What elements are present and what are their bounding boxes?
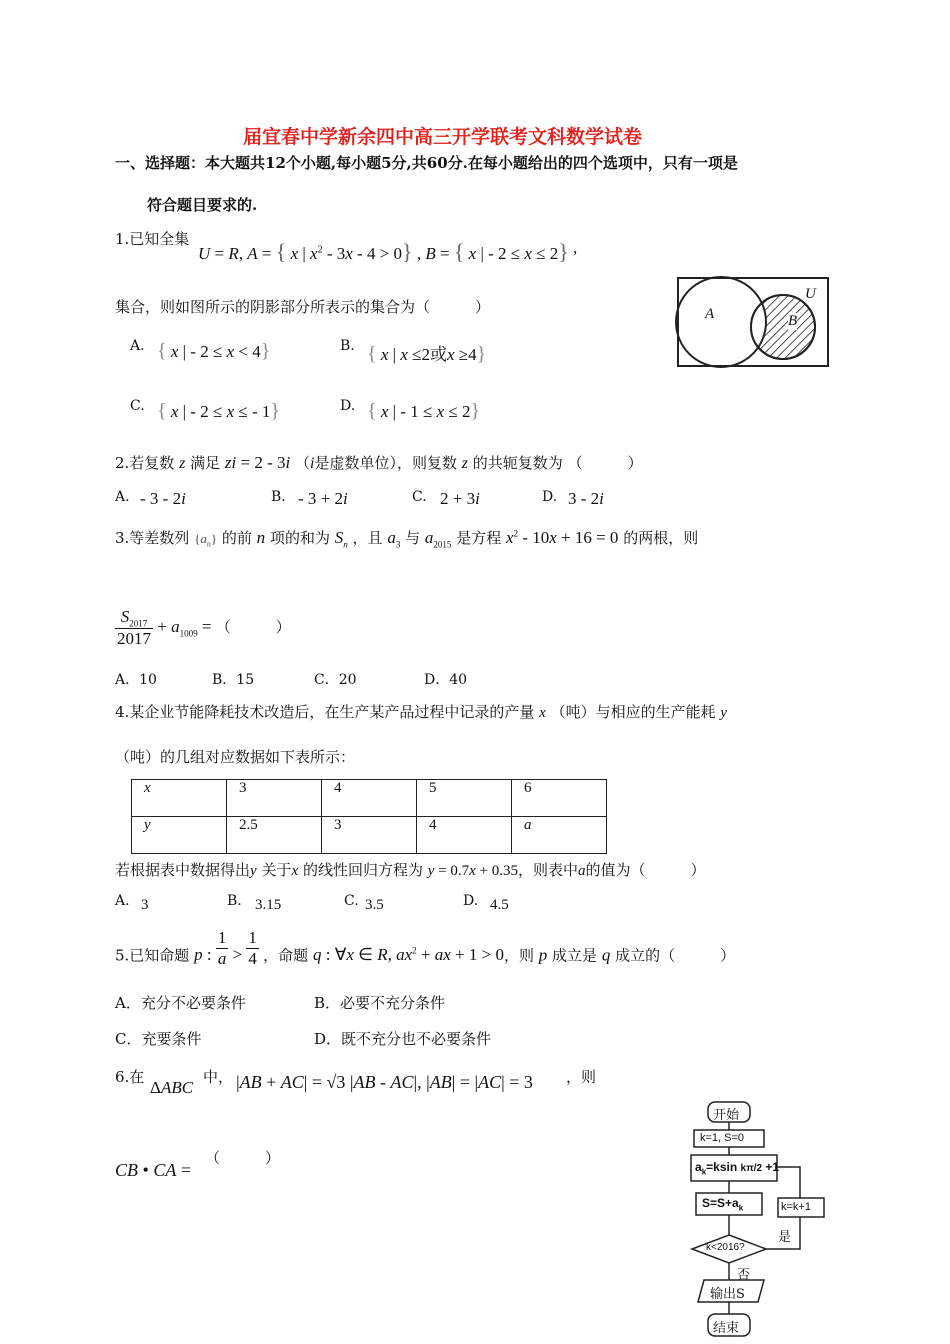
- q1-option-a-label: A.: [130, 338, 145, 354]
- q2-text-e: 的共轭复数为 （ ）: [472, 454, 643, 472]
- table-cell: 3: [227, 780, 322, 817]
- q1-option-c: { x | - 2 ≤ x ≤ - 1}: [157, 400, 280, 422]
- q4-question: 若根据表中数据得出y 关于x 的线性回归方程为 y = 0.7x + 0.35，则表中a的值为（ ）: [115, 861, 706, 879]
- q6-condition: |AB + AC| = √3 |AB - AC|, |AB| = |AC| = 3: [236, 1072, 533, 1092]
- q4-text-c: 的线性回归方程为: [302, 861, 423, 879]
- q2-option-c-label: C.: [412, 489, 427, 505]
- q5-option-d: D．既不充分也不必要条件: [314, 1030, 492, 1048]
- q4-text-b: 关于: [261, 861, 292, 879]
- flow-start: 开始: [713, 1108, 740, 1123]
- page-title: 届宜春中学新余四中高三开学联考文科数学试卷: [243, 126, 643, 148]
- venn-label-a: A: [705, 306, 715, 322]
- q5-line: 5.已知命题 p : $\frac{1}{a}$ > $\frac{1}{4}$ ，命题 q : ∀x ∈ R, $ax^2$ + ax + 1 > 0，则 p 成立是 q 成立的（ ）: [115, 928, 736, 968]
- q3-option-a: A．10: [115, 672, 157, 688]
- q4-data-table: [131, 779, 607, 854]
- q2-option-a: - 3 - 2i: [140, 489, 186, 508]
- q4-line1-a: 4.某企业节能降耗技术改造后，在生产某产品过程中记录的产量: [115, 703, 535, 721]
- q4-option-d-label: D.: [463, 893, 479, 909]
- q1-option-d-label: D.: [340, 398, 356, 414]
- flow-output: 输出S: [710, 1287, 745, 1302]
- table-cell: 4: [322, 780, 417, 817]
- q3-text-g: 的两根，则: [623, 529, 699, 547]
- q6-triangle: ΔABC: [150, 1078, 194, 1097]
- q3-option-d: D．40: [424, 672, 468, 688]
- q1-question: 集合，则如图所示的阴影部分所表示的集合为（ ）: [115, 298, 491, 316]
- q4-text-a: 若根据表中数据得出: [115, 861, 251, 879]
- q4-option-a-label: A.: [115, 893, 130, 909]
- table-cell: 4: [417, 817, 512, 854]
- q2-option-d: 3 - 2i: [568, 489, 604, 508]
- q3-option-b: B．15: [212, 672, 255, 688]
- q3-text-f: 是方程: [456, 529, 502, 547]
- q4-option-c-label: C.: [344, 893, 359, 909]
- q6-expression: CB • CA =: [115, 1160, 191, 1180]
- flow-condition: k<2016?: [706, 1242, 745, 1253]
- flow-yes: 是: [778, 1230, 792, 1245]
- q1-option-a: { x | - 2 ≤ x < 4}: [157, 340, 271, 362]
- q1-option-b: { x | x ≤2或x ≥4}: [367, 343, 487, 365]
- q4-text-e: 的值为（ ）: [585, 861, 706, 879]
- q5-option-c: C．充要条件: [115, 1030, 202, 1048]
- q3-option-c: C．20: [314, 672, 357, 688]
- q4-option-d: 4.5: [490, 897, 509, 913]
- q2-option-c: 2 + 3i: [440, 489, 480, 508]
- q4-line1-b: （吨）与相应的生产能耗: [550, 703, 716, 721]
- q1-sets: U = R, A = { x | $x^2 - 3x - 4 > 0$} , B = { x | - 2 ≤ x ≤ 2} ,: [198, 238, 578, 264]
- table-cell: 5: [417, 780, 512, 817]
- table-cell: 6: [512, 780, 607, 817]
- flow-init: k=1, S=0: [700, 1132, 745, 1144]
- table-cell: 2.5: [227, 817, 322, 854]
- q1-option-b-label: B.: [340, 338, 355, 354]
- q3-text-e: 与: [405, 529, 421, 547]
- q2-text-d: 是虚数单位），则复数: [314, 454, 457, 472]
- table-cell: a: [512, 817, 607, 854]
- q1-option-c-label: C.: [130, 398, 145, 414]
- q4-text-d: ，则表中: [518, 861, 579, 879]
- flow-end: 结束: [713, 1321, 740, 1336]
- q6-prefix: 6.在: [115, 1068, 145, 1086]
- q6-blank: （ ）: [205, 1149, 281, 1167]
- q5-text-b: ，命题: [263, 946, 309, 965]
- q2-text-c: （: [295, 454, 311, 472]
- q6-text-c: ，则: [566, 1068, 597, 1086]
- table-cell: x: [132, 780, 227, 817]
- q3-blank: （ ）: [215, 618, 291, 637]
- q5-text-d: 成立是: [552, 946, 598, 965]
- q5-text-a: 5.已知命题: [115, 946, 190, 965]
- venn-label-u: U: [805, 286, 816, 302]
- q2-text: 2.若复数 z 满足 zi = 2 - 3i （i是虚数单位），则复数 z 的共轭复数为 （ ）: [115, 453, 643, 472]
- q3-text-b: 的前: [221, 529, 252, 547]
- venn-diagram: [645, 260, 850, 385]
- q4-option-b: 3.15: [255, 897, 282, 913]
- flow-no: 否: [737, 1268, 751, 1283]
- q5-text-c: ，则: [503, 946, 534, 965]
- section-header-cont: 符合题目要求的.: [147, 196, 258, 214]
- q1-option-d: { x | - 1 ≤ x ≤ 2}: [367, 400, 481, 422]
- q2-text-b: 满足: [190, 454, 221, 472]
- table-cell: 3: [322, 817, 417, 854]
- flow-assign: $a_k=ksin$ kπ/2 +1: [695, 1160, 780, 1177]
- q2-option-a-label: A.: [115, 489, 130, 505]
- q3-text-a: 3.等差数列: [115, 529, 190, 547]
- table-row: [132, 817, 607, 854]
- q6-text-b: 中，: [203, 1068, 234, 1086]
- q2-option-b-label: B.: [271, 489, 286, 505]
- flow-update-s: $S=S+a_k$: [702, 1196, 744, 1213]
- section-header: 一、选择题：本大题共12个小题,每小题5分,共60分.在每小题给出的四个选项中，只有一项是: [115, 154, 738, 172]
- flow-increment: k=k+1: [781, 1201, 811, 1213]
- q5-option-b: B．必要不充分条件: [314, 994, 446, 1012]
- q5-option-a: A．充分不必要条件: [115, 994, 246, 1012]
- flowchart: [686, 1100, 836, 1344]
- q3-text: 3.等差数列 $\{a_n\}$ 的前 n 项的和为 $S_n$ ，且 $a_3$ 与 $a_{2015}$ 是方程 $x^2 - 10x + 16 = 0$ 的两根，则: [115, 528, 699, 550]
- q4-line1: 4.某企业节能降耗技术改造后，在生产某产品过程中记录的产量 x （吨）与相应的生产能耗 y: [115, 703, 728, 721]
- q3-text-c: 项的和为: [269, 529, 330, 547]
- q2-text-a: 2.若复数: [115, 454, 175, 472]
- q3-expression: $\frac{S_{2017}}{2017}$ + $a_{1009}$ = （ ）: [117, 607, 291, 649]
- table-row: [132, 780, 607, 817]
- venn-label-b: B: [788, 313, 798, 329]
- q1-prefix: 1.已知全集: [115, 230, 190, 248]
- q4-option-c: 3.5: [365, 897, 384, 913]
- q5-text-e: 成立的（ ）: [615, 946, 736, 965]
- q2-option-d-label: D.: [542, 489, 558, 505]
- q4-option-b-label: B.: [227, 893, 242, 909]
- q4-line2: （吨）的几组对应数据如下表所示：: [115, 748, 356, 766]
- table-cell: y: [132, 817, 227, 854]
- q3-text-d: ，且: [352, 529, 383, 547]
- q2-option-b: - 3 + 2i: [298, 489, 348, 508]
- q4-option-a: 3: [141, 897, 149, 913]
